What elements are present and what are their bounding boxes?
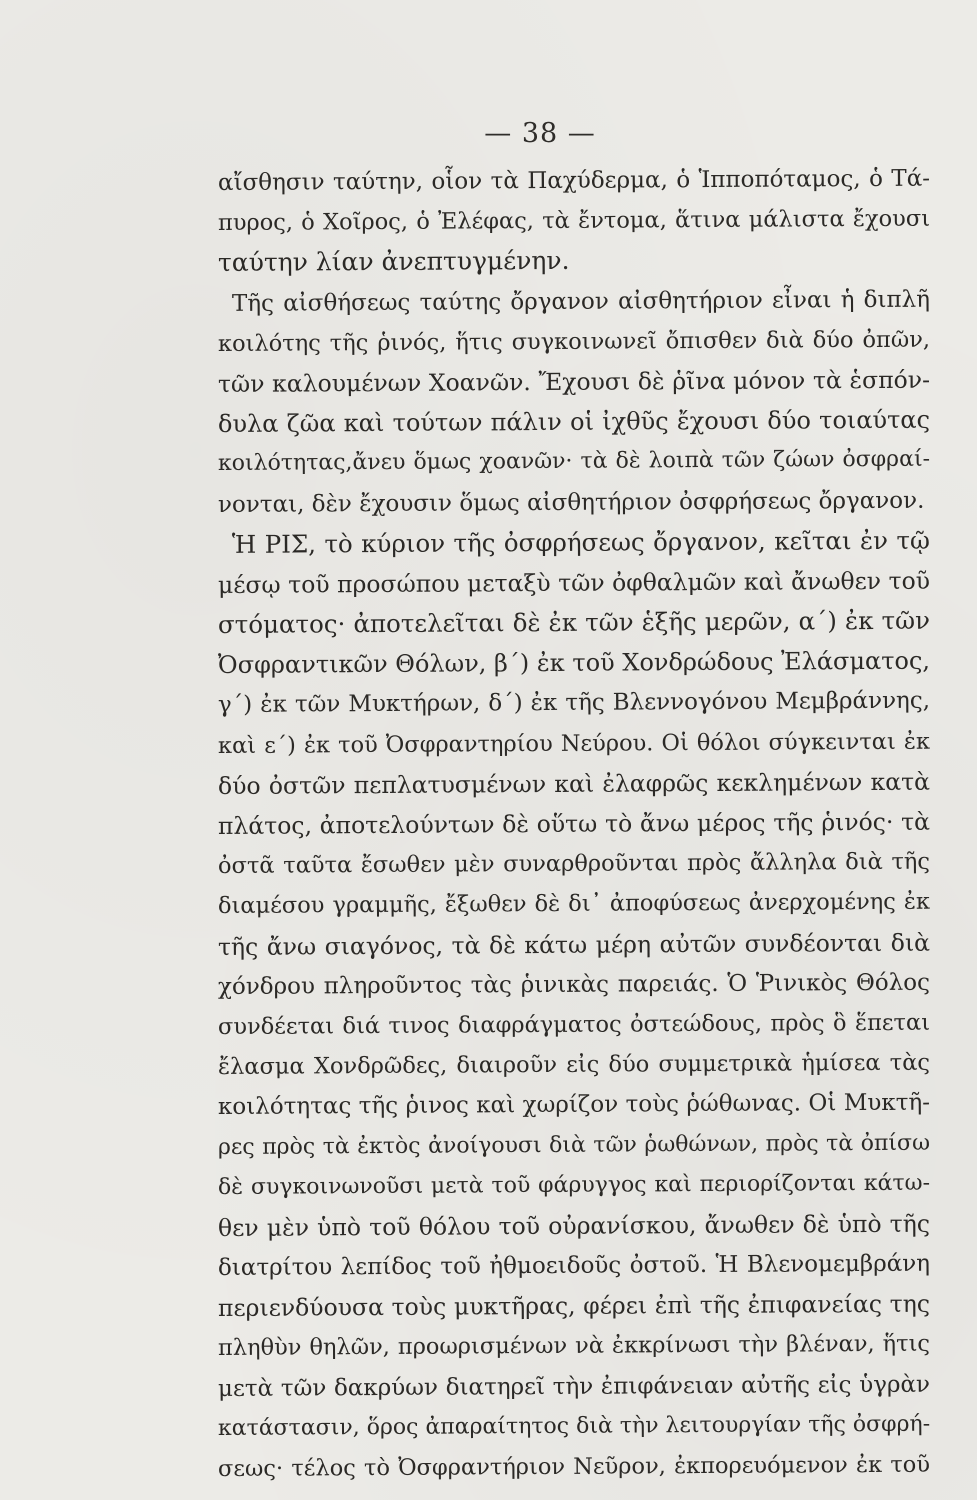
text-line: κατάστασιν, ὅρος ἀπαραίτητος διὰ τὴν λειτουργίαν τῆς ὀσφρή- (217, 1411, 931, 1441)
text-line: τῆς ἄνω σιαγόνος, τὰ δὲ κάτω μέρη αὐτῶν συνδέονται διὰ (217, 928, 931, 961)
text-line: πυρος, ὁ Χοῖρος, ὁ Ἐλέφας, τὰ ἔντομα, ἅτινα μάλιστα ἔχουσι (217, 205, 931, 237)
text-line: διατρίτου λεπίδος τοῦ ἠθμοειδοῦς ὀστοῦ. Ἡ Βλενομεμβράνη (217, 1250, 931, 1282)
text-line: στόματος· ἀποτελεῖται δὲ ἐκ τῶν ἑξῆς μερῶν, α΄) ἐκ τῶν (217, 605, 931, 640)
text-line: νονται, δὲν ἔχουσιν ὅμως αἰσθητήριον ὀσφρήσεως ὄργανον. (217, 487, 925, 518)
text-line: πληθὺν θηλῶν, προωρισμένων νὰ ἐκκρίνωσι τὴν βλέναν, ἥτις (217, 1331, 931, 1362)
text-line: καὶ ε΄) ἐκ τοῦ Ὀσφραντηρίου Νεύρου. Οἱ θόλοι σύγκεινται ἐκ (217, 728, 931, 759)
text-line: μετὰ τῶν δακρύων διατηρεῖ τὴν ἐπιφάνειαν αὐτῆς εἰς ὑγρὰν (217, 1371, 931, 1402)
text-line: πλάτος, ἀποτελούντων δὲ οὕτω τὸ ἄνω μέρος τῆς ῥινός· τὰ (217, 807, 931, 840)
text-line: τῶν καλουμένων Χοανῶν. Ἔχουσι δὲ ῥῖνα μόνον τὰ ἑσπόν- (217, 365, 931, 398)
text-line: χόνδρου πληροῦντος τὰς ῥινικὰς παρειάς. Ὁ Ῥινικὸς Θόλος (217, 969, 931, 1000)
text-line: σεως· τέλος τὸ Ὀσφραντήριον Νεῦρον, ἐκπορευόμενον ἐκ τοῦ (217, 1451, 931, 1482)
text-line: μέσῳ τοῦ προσώπου μεταξὺ τῶν ὀφθαλμῶν καὶ ἄνωθεν τοῦ (217, 566, 931, 599)
text-line: δὲ συγκοινωνοῦσι μετὰ τοῦ φάρυγγος καὶ περιορίζονται κάτω- (217, 1170, 931, 1200)
body-text (218, 163, 930, 1489)
text-line: ἔλασμα Χονδρῶδες, διαιροῦν εἰς δύο συμμετρικὰ ἡμίσεα τὰς (217, 1049, 931, 1081)
text-line: γ΄) ἐκ τῶν Μυκτήρων, δ΄) ἐκ τῆς Βλεννογόνου Μεμβράννης, (217, 688, 931, 719)
text-line: περιενδύουσα τοὺς μυκτῆρας, φέρει ἐπὶ τῆς ἐπιφανείας της (217, 1289, 931, 1323)
text-line: συνδέεται διά τινος διαφράγματος ὀστεώδους, πρὸς ὃ ἕπεται (217, 1009, 931, 1040)
text-line: ρες πρὸς τὰ ἐκτὸς ἀνοίγουσι διὰ τῶν ῥωθώνων, πρὸς τὰ ὀπίσω (217, 1130, 931, 1160)
text-line: Ἡ ΡΙΣ, τὸ κύριον τῆς ὀσφρήσεως ὄργανον, κεῖται ἐν τῷ (231, 525, 931, 559)
text-line: ταύτην λίαν ἀνεπτυγμένην. (217, 246, 570, 278)
text-line: ὀστᾶ ταῦτα ἔσωθεν μὲν συναρθροῦνται πρὸς ἄλληλα διὰ τῆς (217, 848, 931, 880)
text-line: θεν μὲν ὑπὸ τοῦ θόλου τοῦ οὐρανίσκου, ἄνωθεν δὲ ὑπὸ τῆς (217, 1209, 931, 1242)
text-line: κοιλότης τῆς ῥινός, ἥτις συγκοινωνεῖ ὄπισθεν διὰ δύο ὀπῶν, (217, 326, 931, 357)
page-number: — 38 — (484, 118, 596, 149)
text-line: δύο ὀστῶν πεπλατυσμένων καὶ ἐλαφρῶς κεκλημένων κατὰ (217, 767, 931, 800)
text-line: αἴσθησιν ταύτην, οἷον τὰ Παχύδερμα, ὁ Ἱπποπόταμος, ὁ Τά- (217, 165, 931, 196)
text-line: Ὀσφραντικῶν Θόλων, β΄) ἐκ τοῦ Χονδρώδους Ἐλάσματος, (217, 646, 931, 680)
text-line: δυλα ζῶα καὶ τούτων πάλιν οἱ ἰχθῦς ἔχουσι δύο τοιαύτας (217, 405, 931, 439)
text-line: Τῆς αἰσθήσεως ταύτης ὄργανον αἰσθητήριον εἶναι ἡ διπλῆ (231, 286, 931, 317)
text-line: κοιλότητας,ἄνευ ὅμως χοανῶν· τὰ δὲ λοιπὰ τῶν ζώων ὀσφραί- (217, 446, 931, 477)
text-line: κοιλότητας τῆς ῥινος καὶ χωρίζον τοὺς ῥώθωνας. Οἱ Μυκτῆ- (217, 1089, 931, 1121)
text-line: διαμέσου γραμμῆς, ἔξωθεν δὲ δι᾽ ἀποφύσεως ἀνερχομένης ἐκ (217, 889, 931, 920)
